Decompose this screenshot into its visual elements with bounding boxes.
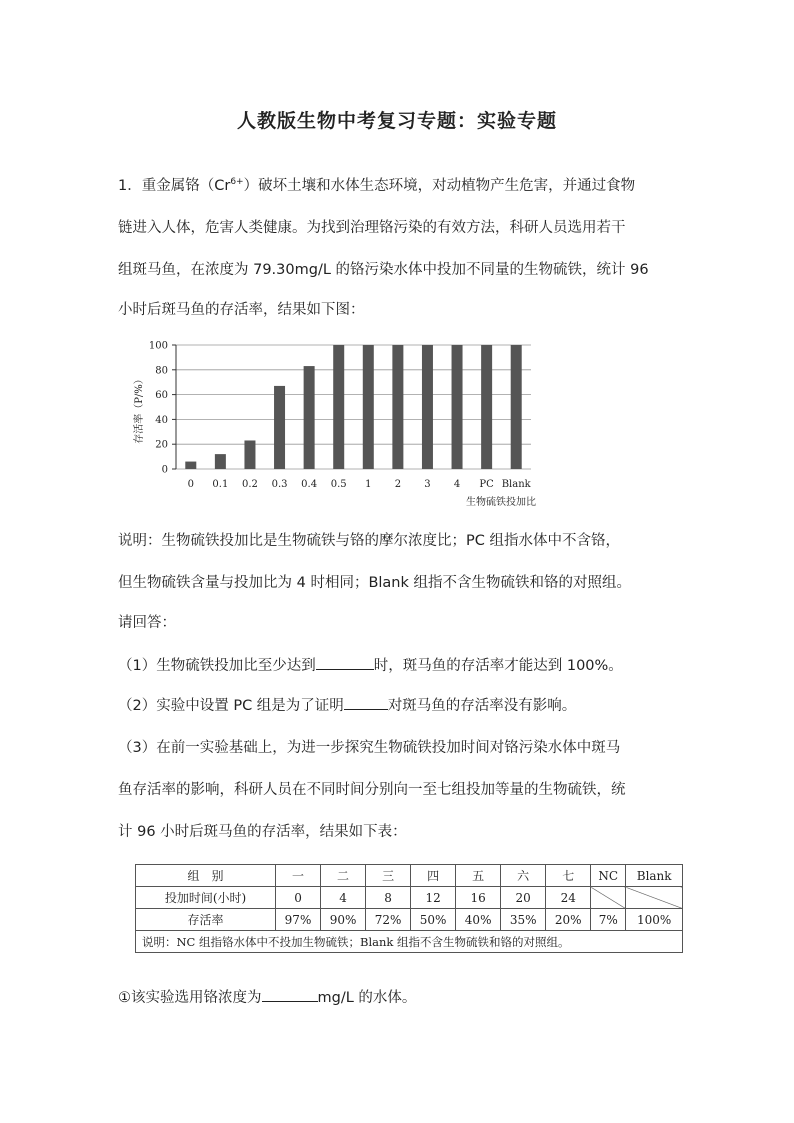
table-cell-empty (626, 887, 683, 909)
x-tick-label: 1 (365, 479, 372, 490)
table-header-row (136, 865, 683, 887)
table-cell: 二 (321, 865, 366, 887)
item-1 (118, 987, 688, 1008)
bar-1 (363, 345, 374, 469)
table-note: 说明：NC 组指铬水体中不投加生物硫铁；Blank 组指不含生物硫铁和铬的对照组。 (136, 931, 683, 953)
y-tick-label: 20 (155, 439, 168, 451)
table-cell: 20 (501, 887, 546, 909)
question-1-line-4: 小时后斑马鱼的存活率，结果如下图： (118, 302, 365, 318)
bar-0.3 (274, 386, 285, 469)
survival-bar-chart (128, 337, 548, 515)
sub-question-3-line-2: 鱼存活率的影响，科研人员在不同时间分别向一至七组投加等量的生物硫铁，统 (118, 782, 626, 798)
sub1-text-b: 时，斑马鱼的存活率才能达到 100%。 (373, 658, 623, 674)
table-cell: 50% (411, 909, 456, 931)
results-table (135, 864, 683, 953)
table-cell: 4 (321, 887, 366, 909)
item1-text-a: ①该实验选用铬浓度为 (118, 990, 262, 1006)
x-tick-label: 0 (187, 479, 194, 490)
y-tick-label: 0 (161, 464, 168, 476)
table-cell: 90% (321, 909, 366, 931)
bar-0 (185, 462, 196, 469)
chart-y-ticks (149, 341, 176, 476)
table-cell: 35% (501, 909, 546, 931)
table-cell: 存活率 (136, 909, 276, 931)
q1-text-b: ）破坏土壤和水体生态环境，对动植物产生危害，并通过食物 (243, 178, 636, 194)
table-cell: 一 (276, 865, 321, 887)
bar-0.1 (215, 454, 226, 469)
sub-question-3-line-1: （3）在前一实验基础上，为进一步探究生物硫铁投加时间对铬污染水体中斑马 (118, 740, 621, 756)
question-1-line-2: 链进入人体，危害人类健康。为找到治理铬污染的有效方法，科研人员选用若干 (118, 220, 626, 236)
x-tick-label: 0.2 (242, 479, 258, 490)
table-cell: 组 别 (136, 865, 276, 887)
table-row-time (136, 887, 683, 909)
table-cell: 24 (546, 887, 591, 909)
question-1-line-1 (118, 176, 688, 196)
table-note-row (136, 931, 683, 953)
question-1-line-3: 组斑马鱼，在浓度为 79.30mg/L 的铬污染水体中投加不同量的生物硫铁，统计 96 (118, 262, 649, 278)
table-cell: 72% (366, 909, 411, 931)
bar-3 (422, 345, 433, 469)
bar-0.5 (333, 345, 344, 469)
table-row-rate (136, 909, 683, 931)
bar-Blank (511, 345, 522, 469)
item1-text-b: mg/L 的水体。 (317, 990, 417, 1006)
bar-PC (481, 345, 492, 469)
bar-4 (452, 345, 463, 469)
answer-blank-1[interactable] (316, 655, 374, 670)
table-cell: 8 (366, 887, 411, 909)
table-cell: 7% (591, 909, 626, 931)
page-title: 人教版生物中考复习专题：实验专题 (236, 110, 557, 132)
sub-question-1 (118, 655, 688, 676)
x-tick-label: PC (479, 479, 494, 490)
x-tick-label: 0.3 (271, 479, 288, 490)
sub2-text-b: 对斑马鱼的存活率没有影响。 (387, 698, 577, 714)
chart-y-label: 存活率（P/%） (134, 374, 145, 444)
bar-0.4 (304, 366, 315, 469)
table-cell: 16 (456, 887, 501, 909)
chart-bars (185, 345, 521, 469)
y-tick-label: 100 (148, 340, 168, 352)
x-tick-label: 3 (424, 479, 431, 490)
table-cell: 97% (276, 909, 321, 931)
table-cell: 0 (276, 887, 321, 909)
bar-0.2 (244, 440, 255, 469)
sub2-text-a: （2）实验中设置 PC 组是为了证明 (118, 698, 344, 714)
note-line-1: 说明：生物硫铁投加比是生物硫铁与铬的摩尔浓度比；PC 组指水体中不含铬， (118, 533, 620, 549)
y-tick-label: 40 (155, 414, 168, 426)
x-tick-label: 2 (394, 479, 402, 490)
answer-blank-2[interactable] (344, 695, 388, 710)
y-tick-label: 80 (155, 365, 168, 377)
chart-x-label: 生物硫铁投加比 (466, 497, 536, 508)
table-cell: 20% (546, 909, 591, 931)
x-tick-label: 4 (453, 479, 461, 490)
table-cell: 七 (546, 865, 591, 887)
chart-grid (176, 345, 531, 469)
ask-text: 请回答： (118, 615, 176, 631)
sub1-text-a: （1）生物硫铁投加比至少达到 (118, 658, 316, 674)
table-cell: Blank (626, 865, 683, 887)
table-cell: 四 (411, 865, 456, 887)
table-cell: 五 (456, 865, 501, 887)
x-tick-label: Blank (501, 479, 531, 490)
table-cell-empty (591, 887, 626, 909)
table-cell: 六 (501, 865, 546, 887)
sub-question-3-line-3: 计 96 小时后斑马鱼的存活率，结果如下表： (118, 824, 407, 840)
q1-superscript: 6+ (230, 177, 244, 188)
q1-text-a: 1．重金属铬（Cr (118, 178, 231, 194)
table-cell: 投加时间(小时) (136, 887, 276, 909)
x-tick-label: 0.4 (301, 479, 318, 490)
answer-blank-3[interactable] (262, 987, 318, 1002)
note-line-2: 但生物硫铁含量与投加比为 4 时相同；Blank 组指不含生物硫铁和铬的对照组。 (118, 575, 631, 591)
table-cell: 三 (366, 865, 411, 887)
chart-x-ticks (188, 479, 532, 490)
table-cell: 12 (411, 887, 456, 909)
x-tick-label: 0.5 (330, 479, 347, 490)
sub-question-2 (118, 695, 688, 716)
x-tick-label: 0.1 (212, 479, 229, 490)
bar-2 (392, 345, 403, 469)
table-cell: 40% (456, 909, 501, 931)
table-cell: 100% (626, 909, 683, 931)
y-tick-label: 60 (155, 390, 168, 402)
table-cell: NC (591, 865, 626, 887)
